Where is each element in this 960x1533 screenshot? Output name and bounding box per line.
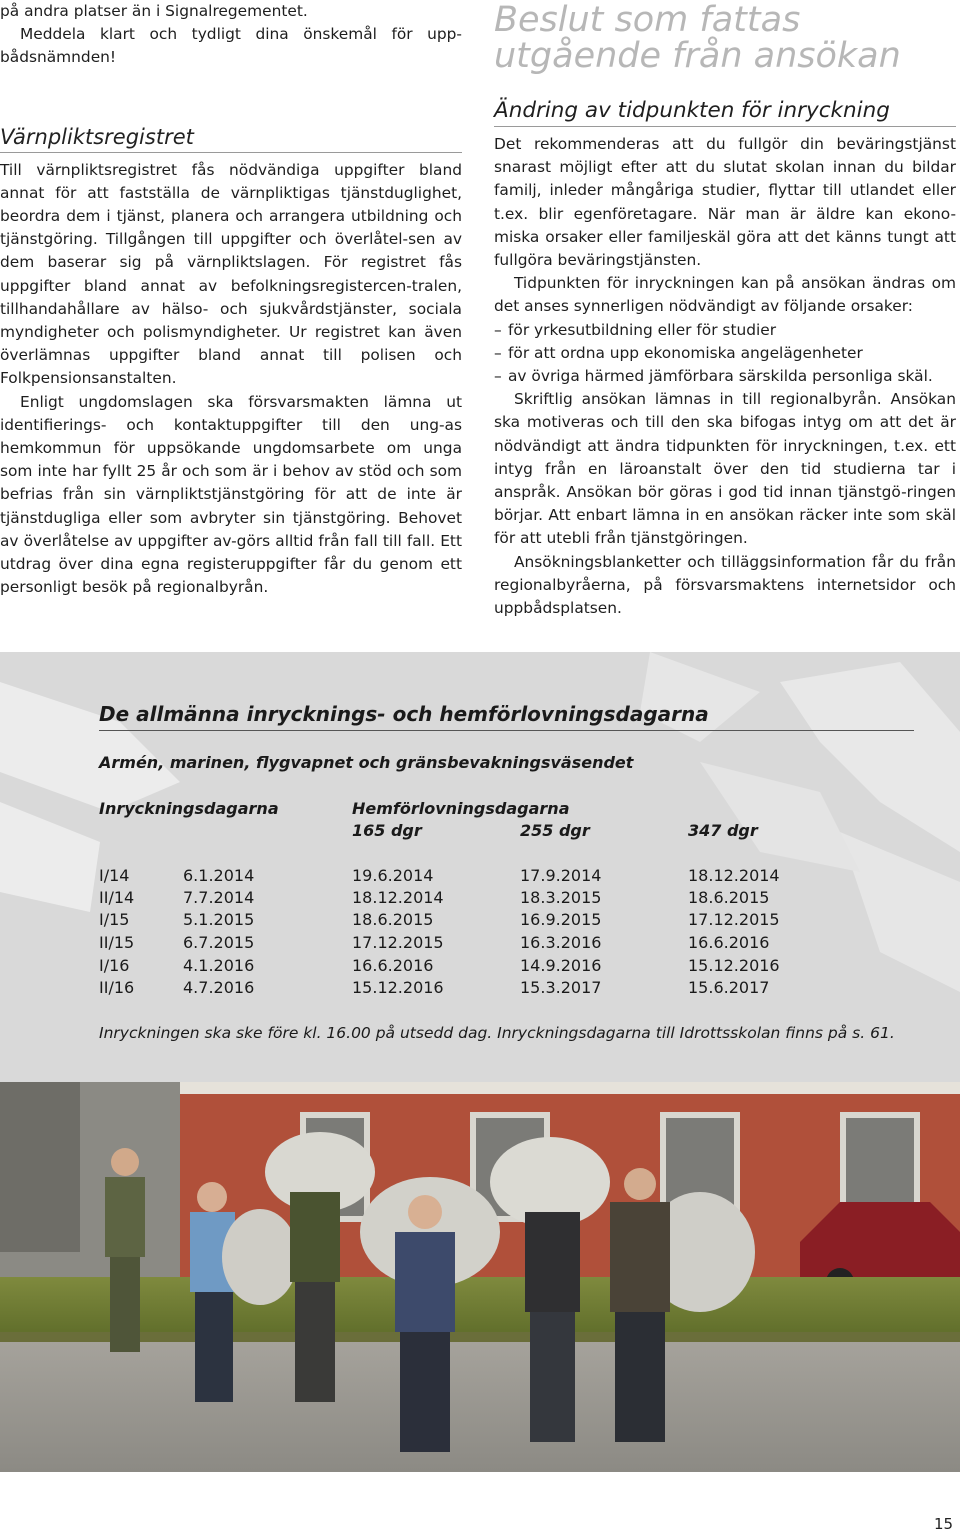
- row-contingent: I/16: [99, 956, 130, 975]
- row-inryck: 6.1.2014: [183, 866, 255, 885]
- row-inryck: 5.1.2015: [183, 910, 255, 929]
- row-contingent: I/14: [99, 866, 130, 885]
- list-item: – för yrkesutbildning eller för studier: [494, 320, 777, 339]
- change-paragraph-3: Skriftlig ansökan lämnas in till regionalbyrån. Ansökan ska motiveras och till den ska bifogas intyg om att det är nödvändigt att ändra tidpunkten för inryckningen, t.ex. ett intyg från en läroanstalt över den tid studierna tar i anspråk. Ansökan bör göras i god tid innan tjänstgö-ringen börjar. Att enbart lämna in en ansökan räcker inte som skäl för att utebli från tjänstgöringen.: [494, 390, 956, 548]
- row-347: 18.6.2015: [688, 888, 770, 907]
- registry-paragraph-2: Enligt ungdomslagen ska försvarsmakten lämna ut identifierings- och kontaktuppgifter till den ung-as hemkommun för uppsökande ungdomsarbete om unga som inte har fyllt 25 år och som är i behov av stöd och som befrias från sin värnpliktstjänstgöring för att de inte är tjänstdugliga eller som avbryter sin tjänstgöring. Behovet av överlåtelse av uppgifter av-görs alltid från fall till fall. Ett utdrag över dina egna registeruppgifter får du genom ett personligt besök på regionalbyrån.: [0, 392, 462, 597]
- change-paragraph-1: Det rekommenderas att du fullgör din beväringstjänst snarast möjligt efter att du slutat skolan innan du bildar familj, inleder mångåriga studier, flyttar till utlandet eller t.ex. blir egenföretagare. När man är äldre kan ekono-miska orsaker eller familjeskäl göra att det känns tungt att fullgöra beväringstjänsten.: [494, 135, 956, 270]
- row-165: 17.12.2015: [352, 933, 444, 952]
- row-347: 18.12.2014: [688, 866, 780, 885]
- change-paragraph-4: Ansökningsblanketter och tilläggsinformation får du från regionalbyråerna, på försvarsmaktens internetsidor och uppbådsplatsen.: [494, 552, 956, 618]
- row-347: 17.12.2015: [688, 910, 780, 929]
- row-165: 18.12.2014: [352, 888, 444, 907]
- box-note: Inryckningen ska ske före kl. 16.00 på utsedd dag. Inryckningsdagarna till Idrottsskolan finns på s. 61.: [99, 1024, 895, 1042]
- reasons-list: [494, 319, 956, 389]
- row-255: 16.9.2015: [520, 910, 602, 929]
- right-column: [494, 0, 956, 620]
- row-255: 14.9.2016: [520, 956, 602, 975]
- list-item: – av övriga härmed jämförbara särskilda personliga skäl.: [494, 367, 933, 386]
- header-hemforlovning: Hemförlovningsdagarna: [352, 799, 570, 818]
- row-165: 18.6.2015: [352, 910, 434, 929]
- row-inryck: 4.7.2016: [183, 978, 255, 997]
- row-contingent: II/15: [99, 933, 135, 952]
- row-255: 16.3.2016: [520, 933, 602, 952]
- list-item: – för att ordna upp ekonomiska angelägenheter: [494, 343, 863, 362]
- intro-line-2: Meddela klart och tydligt dina önskemål för upp-bådsnämnden!: [0, 25, 462, 67]
- row-contingent: I/15: [99, 910, 130, 929]
- header-165: 165 dgr: [352, 821, 422, 840]
- row-347: 15.12.2016: [688, 956, 780, 975]
- row-inryck: 4.1.2016: [183, 956, 255, 975]
- intro-line-1: på andra platser än i Signalregementet.: [0, 2, 308, 20]
- header-347: 347 dgr: [688, 821, 758, 840]
- registry-paragraph-1: Till värnpliktsregistret fås nödvändiga uppgifter bland annat för att fastställa de värnpliktigas tjänstduglighet, beordra dem i tjänst, planera och arrangera utbildning och tjänstgöring. Tillgången till uppgifter och överlåtel-sen av dem baserar sig på värnpliktslagen. För registret fås uppgifter bland annat av befolkningsregistercen-tralen, tillhandahållare av hälso- och sjukvårdstjänster, sociala myndigheter och polismyndigheter. Ur registret kan även överlämnas uppgifter bland annat till polisen och Folkpensionsanstalten.: [0, 160, 462, 388]
- row-inryck: 7.7.2014: [183, 888, 255, 907]
- page-number: 15: [934, 1515, 954, 1533]
- row-165: 15.12.2016: [352, 978, 444, 997]
- row-255: 18.3.2015: [520, 888, 602, 907]
- row-255: 15.3.2017: [520, 978, 602, 997]
- photo-conscripts: [0, 1082, 960, 1472]
- conscripts-photo-icon: [0, 1082, 960, 1472]
- row-165: 19.6.2014: [352, 866, 434, 885]
- row-contingent: II/14: [99, 888, 135, 907]
- section-heading-change: Ändring av tidpunkten för inryckning: [494, 98, 956, 127]
- row-165: 16.6.2016: [352, 956, 434, 975]
- row-347: 15.6.2017: [688, 978, 770, 997]
- row-contingent: II/16: [99, 978, 135, 997]
- page-title: Beslut som fattas utgående från ansökan: [494, 0, 901, 76]
- header-255: 255 dgr: [520, 821, 590, 840]
- left-column: [0, 0, 462, 599]
- change-paragraph-2: Tidpunkten för inryckningen kan på ansökan ändras om det anses synnerligen nödvändigt av följande orsaker:: [494, 274, 956, 316]
- row-347: 16.6.2016: [688, 933, 770, 952]
- row-inryck: 6.7.2015: [183, 933, 255, 952]
- header-inryckning: Inryckningsdagarna: [99, 799, 279, 818]
- box-title: De allmänna inrycknings- och hemförlovningsdagarna: [99, 701, 914, 731]
- box-subtitle: Armén, marinen, flygvapnet och gränsbevakningsväsendet: [99, 753, 634, 772]
- row-255: 17.9.2014: [520, 866, 602, 885]
- section-heading-registry: Värnpliktsregistret: [0, 124, 462, 153]
